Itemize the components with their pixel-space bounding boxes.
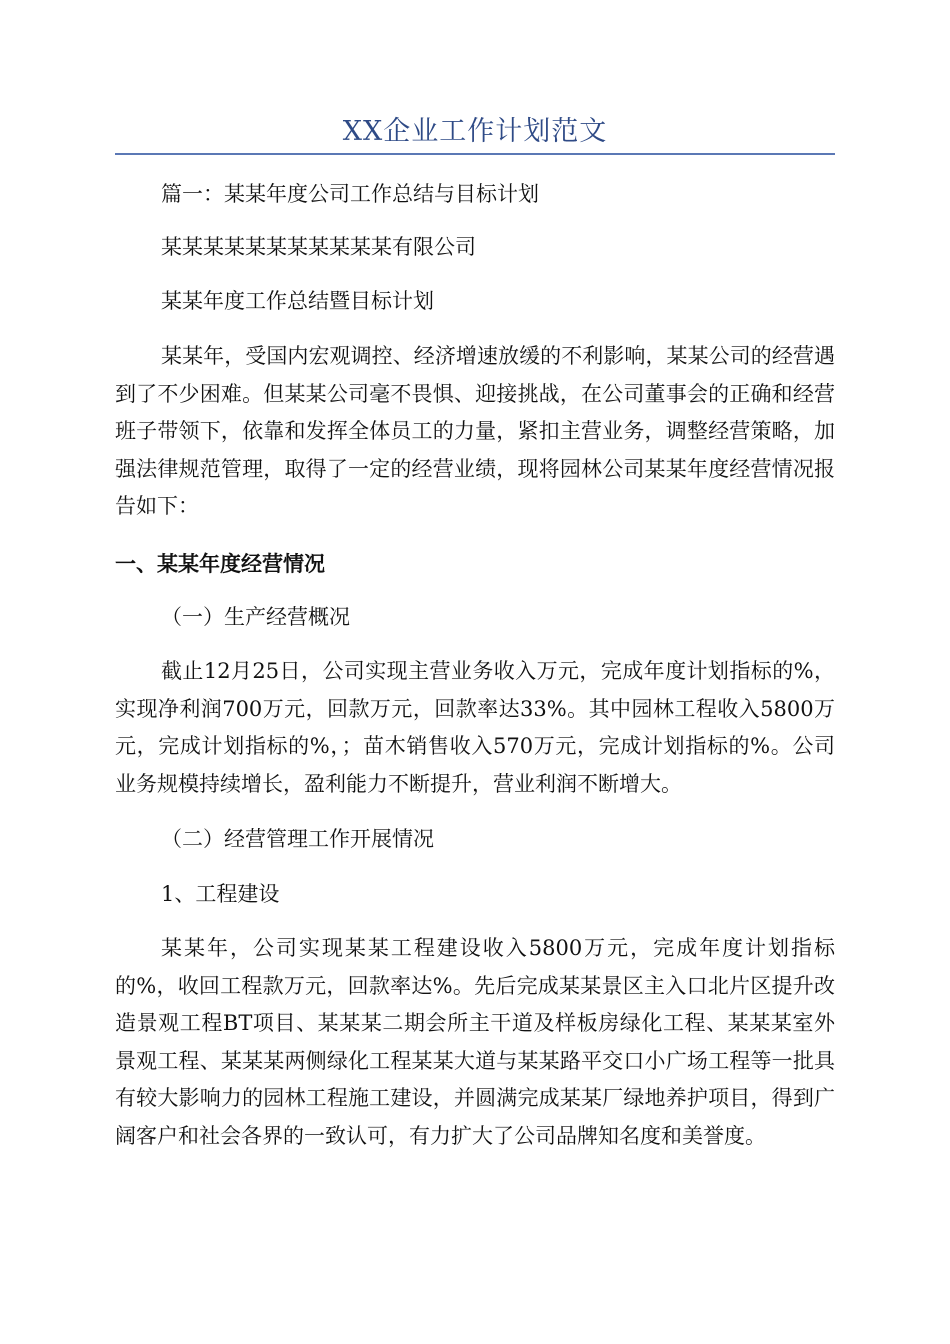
subsection-heading-2: （二）经营管理工作开展情况 xyxy=(161,827,434,851)
subsection-heading-1: （一）生产经营概况 xyxy=(161,605,350,629)
intro-paragraph: 某某年，受国内宏观调控、经济增速放缓的不利影响，某某公司的经营遇到了不少困难。但某某公司毫不畏惧、迎接挑战，在公司董事会的正确和经营班子带领下，依靠和发挥全体员工的力量，紧扣主营业务，调整经营策略，加强法律规范管理，取得了一定的经营业绩，现将园林公司某某年度经营情况报告如下： xyxy=(115,344,835,519)
chapter-heading: 篇一：某某年度公司工作总结与目标计划 xyxy=(161,182,539,206)
document-title: XX企业工作计划范文 xyxy=(342,116,608,147)
engineering-paragraph: 某某年，公司实现某某工程建设收入5800万元，完成年度计划指标的%，收回工程款万元，回款率达%。先后完成某某景区主入口北片区提升改造景观工程BT项目、某某某二期会所主干道及样板房绿化工程、某某某室外景观工程、某某某两侧绿化工程某某大道与某某路平交口小广场工程等一批具有较大影响力的园林工程施工建设，并圆满完成某某厂绿地养护项目，得到广阔客户和社会各界的一致认可，有力扩大了公司品牌知名度和美誉度。 xyxy=(115,936,835,1148)
section-heading-1: 一、某某年度经营情况 xyxy=(115,551,325,576)
company-name: 某某某某某某某某某某某有限公司 xyxy=(161,235,476,259)
title-underline xyxy=(115,153,835,155)
report-subtitle: 某某年度工作总结暨目标计划 xyxy=(161,289,434,313)
item-heading-engineering: 1、工程建设 xyxy=(161,882,280,906)
production-overview-paragraph: 截止12月25日，公司实现主营业务收入万元，完成年度计划指标的%，实现净利润700万元，回款万元，回款率达33%。其中园林工程收入5800万元，完成计划指标的%，；苗木销售收入570万元，完成计划指标的%。公司业务规模持续增长，盈利能力不断提升，营业利润不断增大。 xyxy=(115,659,835,796)
